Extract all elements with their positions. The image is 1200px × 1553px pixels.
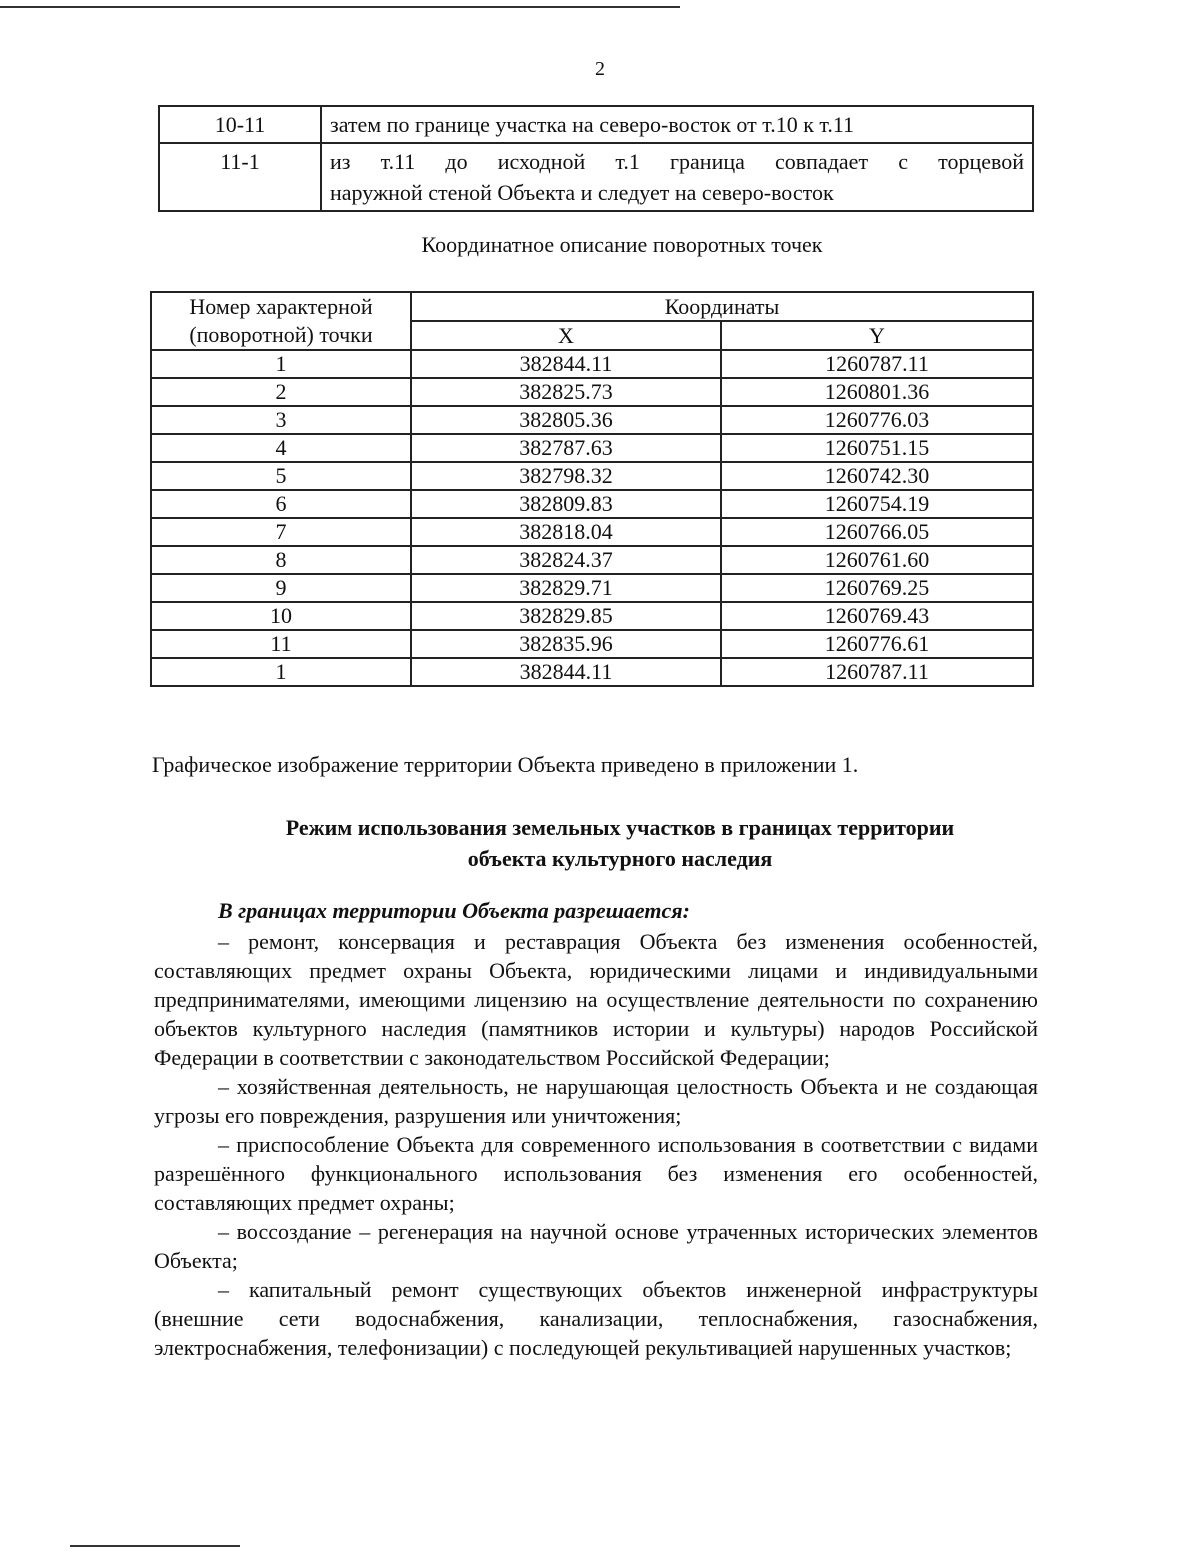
y-coordinate-cell: 1260787.11 [721,350,1033,378]
point-number-cell: 1 [151,350,411,378]
y-coordinate-cell: 1260751.15 [721,434,1033,462]
point-number-cell: 8 [151,546,411,574]
y-coordinate-cell: 1260801.36 [721,378,1033,406]
table-row [151,518,1033,546]
scan-edge-line-top [0,6,680,8]
y-coordinate-cell: 1260769.43 [721,602,1033,630]
scan-edge-line-bottom [70,1545,240,1547]
y-coordinate-cell: 1260766.05 [721,518,1033,546]
point-number-cell: 3 [151,406,411,434]
segment-description-line: наружной стеной Объекта и следует на северо-восток [330,180,834,205]
point-number-cell: 6 [151,490,411,518]
body-text [154,927,1038,1362]
section-title [180,812,1060,874]
table-row [159,106,1033,143]
point-number-cell: 5 [151,462,411,490]
table-row [151,434,1033,462]
point-number-cell: 11 [151,630,411,658]
table-row [151,490,1033,518]
x-coordinate-cell: 382844.11 [411,350,721,378]
point-number-cell: 9 [151,574,411,602]
x-coordinate-cell: 382809.83 [411,490,721,518]
allowed-heading: В границах территории Объекта разрешается: [218,898,690,923]
segment-description [321,106,1033,143]
graphic-note: Графическое изображение территории Объекта приведено в приложении 1. [152,752,859,777]
paragraph: – воссоздание – регенерация на научной основе утраченных исторических элементов Объекта; [154,1219,1038,1273]
point-number-cell: 7 [151,518,411,546]
page-number: 2 [595,58,605,80]
coordinates-caption: Координатное описание поворотных точек [421,232,823,257]
point-number-cell: 4 [151,434,411,462]
x-coordinate-cell: 382818.04 [411,518,721,546]
x-coordinate-cell: 382798.32 [411,462,721,490]
coordinates-table-body [151,350,1033,686]
x-coordinate-cell: 382829.85 [411,602,721,630]
x-coordinate-cell: 382825.73 [411,378,721,406]
section-title-line1: Режим использования земельных участков в границах территории [285,815,955,840]
segment-description [321,143,1033,211]
x-coordinate-cell: 382824.37 [411,546,721,574]
x-coordinate-cell: 382787.63 [411,434,721,462]
segment-cell: 10-11 [159,106,321,143]
y-coordinate-cell: 1260776.03 [721,406,1033,434]
segment-description-line: затем по границе участка на северо-восток от т.10 к т.11 [330,112,855,137]
boundary-description-table [158,105,1034,212]
x-coordinate-cell: 382805.36 [411,406,721,434]
section-title-line2: объекта культурного наследия [467,846,773,871]
table-row [151,406,1033,434]
y-header: Y [721,321,1033,350]
table-header-row [151,292,1033,321]
table-row [151,546,1033,574]
table-row [151,350,1033,378]
paragraph: – приспособление Объекта для современного использования в соответствии с видами разрешённого функционального использования без изменения его особенностей, составляющих предмет охраны; [154,1132,1038,1215]
segment-cell: 11-1 [159,143,321,211]
table-row [151,462,1033,490]
y-coordinate-cell: 1260776.61 [721,630,1033,658]
point-number-cell: 1 [151,658,411,686]
paragraph: – ремонт, консервация и реставрация Объекта без изменения особенностей, составляющих предмет охраны Объекта, юридическими лицами и индивидуальными предпринимателями, имеющими лицензию на осуществление деятельности по сохранению объектов культурного наследия (памятников истории и культуры) народов Российской Федерации в соответствии с законодательством Российской Федерации; [154,929,1038,1070]
coordinates-header: Координаты [411,292,1033,321]
coordinates-table [150,291,1034,687]
table-row [151,378,1033,406]
y-coordinate-cell: 1260769.25 [721,574,1033,602]
table-row [151,630,1033,658]
x-coordinate-cell: 382835.96 [411,630,721,658]
x-header: X [411,321,721,350]
table-row [151,658,1033,686]
point-number-header-line1: Номер характерной [189,294,373,319]
table-row [159,143,1033,211]
y-coordinate-cell: 1260787.11 [721,658,1033,686]
x-coordinate-cell: 382844.11 [411,658,721,686]
y-coordinate-cell: 1260754.19 [721,490,1033,518]
point-number-cell: 10 [151,602,411,630]
segment-description-line: из т.11 до исходной т.1 граница совпадает с торцевой [330,149,1024,174]
point-number-header-line2: (поворотной) точки [189,322,373,347]
table-row [151,602,1033,630]
point-number-cell: 2 [151,378,411,406]
paragraph: – капитальный ремонт существующих объектов инженерной инфраструктуры (внешние сети водоснабжения, канализации, теплоснабжения, газоснабжения, электроснабжения, телефонизации) с последующей рекультивацией нарушенных участков; [154,1277,1038,1360]
y-coordinate-cell: 1260742.30 [721,462,1033,490]
paragraph: – хозяйственная деятельность, не нарушающая целостность Объекта и не создающая угрозы его повреждения, разрушения или уничтожения; [154,1074,1038,1128]
x-coordinate-cell: 382829.71 [411,574,721,602]
table-row [151,574,1033,602]
point-number-header [151,292,411,350]
y-coordinate-cell: 1260761.60 [721,546,1033,574]
